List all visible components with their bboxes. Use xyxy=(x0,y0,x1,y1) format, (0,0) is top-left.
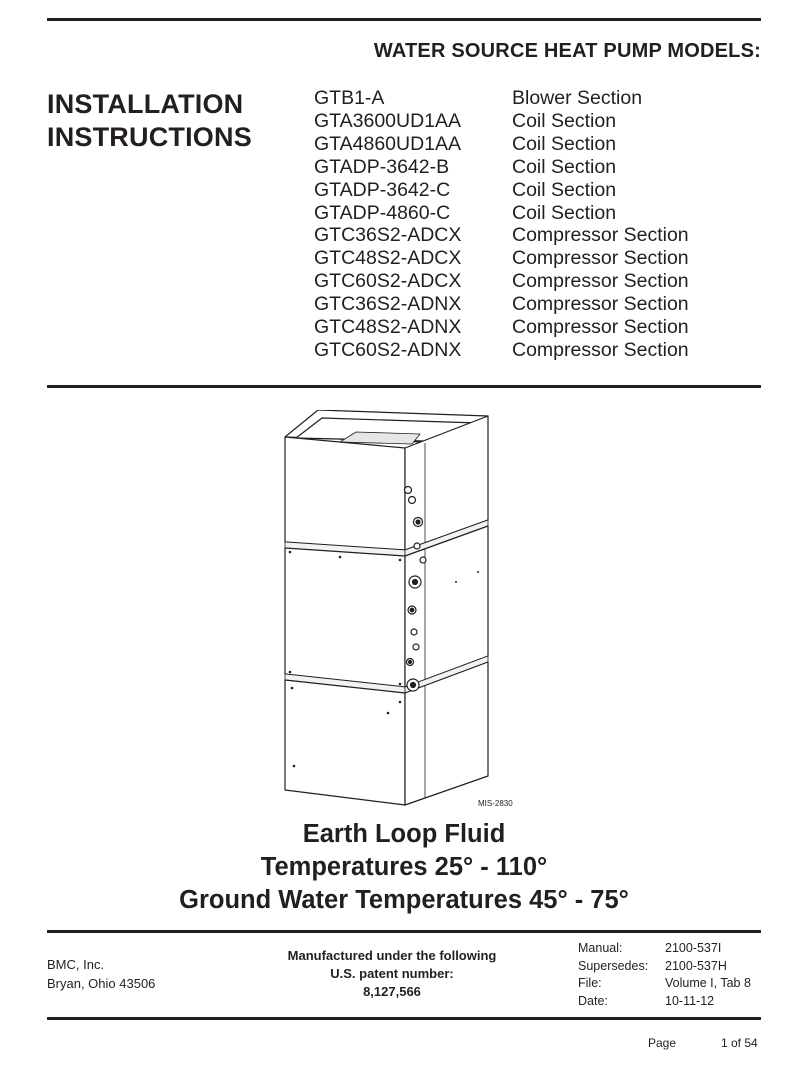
models-title: WATER SOURCE HEAT PUMP MODELS: xyxy=(373,40,761,62)
manual-info-key: Manual: xyxy=(578,941,623,955)
model-code: GTA3600UD1AA xyxy=(314,109,462,132)
model-section: Coil Section xyxy=(512,109,617,132)
company-address xyxy=(47,955,155,993)
manual-info-key: File: xyxy=(578,976,602,990)
model-code: GTC60S2-ADNX xyxy=(314,338,462,361)
model-row xyxy=(314,156,689,179)
document-title-line-1: INSTALLATION xyxy=(47,89,244,119)
model-row xyxy=(314,224,689,247)
model-section: Coil Section xyxy=(512,155,617,178)
model-section: Coil Section xyxy=(512,178,617,201)
model-code: GTC36S2-ADNX xyxy=(314,293,462,316)
model-code: GTA4860UD1AA xyxy=(314,132,462,155)
headline-line-2: Temperatures 25° - 110° xyxy=(260,853,548,881)
manual-info-value: 10-11-12 xyxy=(665,993,715,1008)
company-city: Bryan, Ohio 43506 xyxy=(47,976,156,991)
model-section: Coil Section xyxy=(512,132,617,155)
headline-line-1: Earth Loop Fluid xyxy=(302,820,506,848)
manual-info-row xyxy=(578,940,751,958)
patent-number: 8,127,566 xyxy=(363,984,421,999)
page-number: 1 of 54 xyxy=(721,1036,758,1050)
patent-line-1: Manufactured under the following xyxy=(287,948,497,963)
model-row xyxy=(314,110,689,133)
model-code: GTC48S2-ADNX xyxy=(314,316,462,339)
model-code: GTADP-4860-C xyxy=(314,201,451,224)
model-section: Blower Section xyxy=(512,87,643,109)
model-row xyxy=(314,293,689,316)
model-section: Compressor Section xyxy=(512,293,689,316)
model-row xyxy=(314,202,689,225)
manual-info-row xyxy=(578,975,751,993)
figure-label: MIS-2830 xyxy=(478,799,513,808)
model-code: GTC48S2-ADCX xyxy=(314,247,462,270)
model-code: GTB1-A xyxy=(314,87,385,109)
heat-pump-unit-illustration xyxy=(270,410,540,815)
model-row xyxy=(314,179,689,202)
model-code: GTC60S2-ADCX xyxy=(314,270,462,293)
model-list xyxy=(314,87,689,362)
model-code: GTC36S2-ADCX xyxy=(314,224,462,247)
top-rule xyxy=(47,18,761,21)
model-row xyxy=(314,87,689,110)
manual-info-row xyxy=(578,958,751,976)
model-section: Compressor Section xyxy=(512,247,689,270)
model-row xyxy=(314,316,689,339)
model-row xyxy=(314,339,689,362)
manual-info-value: Volume I, Tab 8 xyxy=(665,976,751,990)
model-row xyxy=(314,133,689,156)
middle-rule xyxy=(47,385,761,388)
manual-info-key: Supersedes: xyxy=(578,958,649,973)
document-title-line-2: INSTRUCTIONS xyxy=(47,122,252,152)
model-code: GTADP-3642-C xyxy=(314,178,451,201)
model-code: GTADP-3642-B xyxy=(314,155,450,178)
model-section: Compressor Section xyxy=(512,270,689,293)
manual-info xyxy=(578,940,751,1010)
model-section: Compressor Section xyxy=(512,224,689,247)
patent-line-2: U.S. patent number: xyxy=(330,966,454,981)
model-section: Compressor Section xyxy=(512,338,689,361)
manual-info-value: 2100-537I xyxy=(665,941,722,955)
document-title xyxy=(47,88,252,154)
model-section: Compressor Section xyxy=(512,316,689,339)
model-row xyxy=(314,270,689,293)
manual-info-row xyxy=(578,993,751,1011)
patent-notice xyxy=(262,947,522,1001)
manual-info-key: Date: xyxy=(578,993,608,1008)
manual-info-value: 2100-537H xyxy=(665,958,727,973)
page-label: Page xyxy=(648,1036,677,1050)
model-row xyxy=(314,247,689,270)
headline-line-3: Ground Water Temperatures 45° - 75° xyxy=(179,886,629,914)
footer-bottom-rule xyxy=(47,1017,761,1020)
footer-top-rule xyxy=(47,930,761,933)
company-name: BMC, Inc. xyxy=(47,957,105,972)
model-section: Coil Section xyxy=(512,201,617,224)
